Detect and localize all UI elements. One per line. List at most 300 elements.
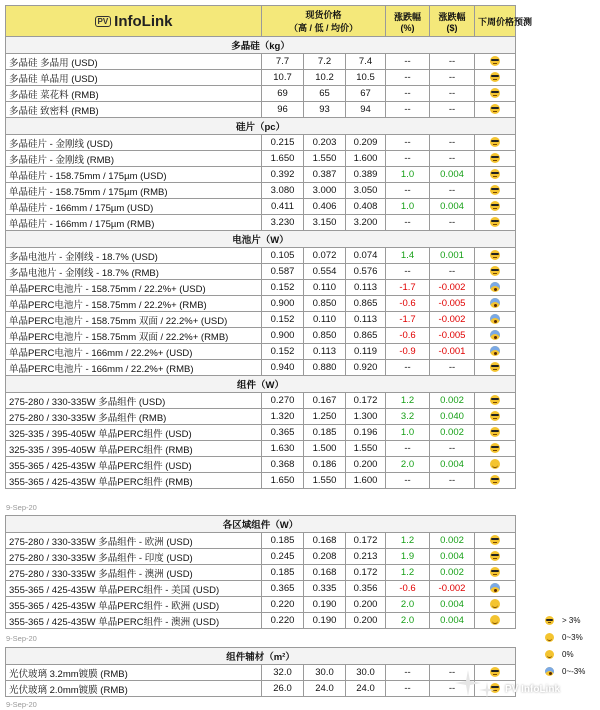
- change-pct: 1.2: [386, 533, 430, 549]
- cool-face-icon: [490, 153, 500, 163]
- change-pct: --: [386, 183, 430, 199]
- product-name: 光伏玻璃 3.2mm镀膜 (RMB): [6, 665, 262, 681]
- price-low: 65: [304, 86, 346, 102]
- section-title: 组件（W）: [6, 376, 516, 393]
- forecast-cell: [475, 473, 516, 489]
- date-label: 9-Sep-20: [6, 700, 37, 709]
- sparkle-icon: [479, 682, 495, 698]
- logo: [95, 13, 173, 30]
- change-abs: --: [430, 151, 475, 167]
- change-pct: --: [386, 681, 430, 697]
- price-avg: 3.050: [346, 183, 386, 199]
- price-avg: 1.600: [346, 473, 386, 489]
- watermark: [455, 660, 600, 710]
- price-high: 0.368: [262, 457, 304, 473]
- header-table: [5, 5, 533, 37]
- change-pct: --: [386, 86, 430, 102]
- price-avg: 0.920: [346, 360, 386, 376]
- change-abs: -0.002: [430, 581, 475, 597]
- smile-face-icon: [490, 599, 500, 609]
- change-pct: 3.2: [386, 409, 430, 425]
- product-name: 单晶PERC电池片 - 166mm / 22.2%+ (RMB): [6, 360, 262, 376]
- price-low: 0.168: [304, 533, 346, 549]
- price-low: 1.550: [304, 151, 346, 167]
- product-name: 275-280 / 330-335W 多晶组件 (RMB): [6, 409, 262, 425]
- price-low: 0.850: [304, 328, 346, 344]
- change-pct: -0.6: [386, 328, 430, 344]
- change-abs: 0.004: [430, 613, 475, 629]
- product-name: 275-280 / 330-335W 多晶组件 - 欧洲 (USD): [6, 533, 262, 549]
- product-name: 355-365 / 425-435W 单晶PERC组件 (RMB): [6, 473, 262, 489]
- price-low: 0.185: [304, 425, 346, 441]
- cool-face-icon: [490, 266, 500, 276]
- price-avg: 0.865: [346, 328, 386, 344]
- price-high: 1.320: [262, 409, 304, 425]
- price-low: 0.110: [304, 312, 346, 328]
- scream-face-icon: [490, 583, 500, 593]
- price-high: 10.7: [262, 70, 304, 86]
- scream-face-icon: [490, 346, 500, 356]
- scream-face-icon: [490, 330, 500, 340]
- scream-face-icon: [490, 314, 500, 324]
- smile-face-icon: [490, 615, 500, 625]
- sparkle-icon: [455, 670, 481, 696]
- price-avg: 0.074: [346, 248, 386, 264]
- cool-face-icon: [490, 185, 500, 195]
- price-high: 1.650: [262, 473, 304, 489]
- product-name: 多晶硅 多晶用 (USD): [6, 54, 262, 70]
- product-name: 单晶PERC电池片 - 166mm / 22.2%+ (USD): [6, 344, 262, 360]
- change-abs: --: [430, 70, 475, 86]
- change-pct-header-line2: (%): [400, 22, 415, 33]
- cool-face-icon: [490, 137, 500, 147]
- cool-face-icon: [490, 395, 500, 405]
- product-name: 光伏玻璃 2.0mm镀膜 (RMB): [6, 681, 262, 697]
- section-row: [6, 516, 516, 533]
- price-high: 0.411: [262, 199, 304, 215]
- product-name: 单晶硅片 - 166mm / 175µm (RMB): [6, 215, 262, 231]
- product-name: 355-365 / 425-435W 单晶PERC组件 - 美国 (USD): [6, 581, 262, 597]
- cool-face-icon: [490, 56, 500, 66]
- table-row: [6, 441, 516, 457]
- date-label: 9-Sep-20: [6, 503, 37, 512]
- price-high: 69: [262, 86, 304, 102]
- change-abs: --: [430, 102, 475, 118]
- product-name: 355-365 / 425-435W 单晶PERC组件 - 澳洲 (USD): [6, 613, 262, 629]
- price-high: 96: [262, 102, 304, 118]
- section-title: 硅片（pc）: [6, 118, 516, 135]
- price-header: [262, 6, 386, 37]
- price-high: 0.185: [262, 533, 304, 549]
- change-abs: --: [430, 665, 475, 681]
- product-name: 单晶硅片 - 158.75mm / 175µm (USD): [6, 167, 262, 183]
- price-low: 7.2: [304, 54, 346, 70]
- price-high: 0.587: [262, 264, 304, 280]
- table-row: [6, 167, 516, 183]
- price-low: 0.167: [304, 393, 346, 409]
- table-row: [6, 296, 516, 312]
- table-row: [6, 328, 516, 344]
- change-pct: 2.0: [386, 457, 430, 473]
- change-abs: --: [430, 215, 475, 231]
- forecast-cell: [475, 70, 516, 86]
- change-pct: 1.9: [386, 549, 430, 565]
- product-name: 多晶电池片 - 金刚线 - 18.7% (RMB): [6, 264, 262, 280]
- change-abs-header-line1: 涨跌幅: [438, 11, 466, 22]
- section-title: 各区域组件（W）: [6, 516, 516, 533]
- change-pct: 1.0: [386, 425, 430, 441]
- price-high: 0.270: [262, 393, 304, 409]
- neutral-face-icon: [545, 650, 554, 659]
- price-high: 32.0: [262, 665, 304, 681]
- product-name: 355-365 / 425-435W 单晶PERC组件 (USD): [6, 457, 262, 473]
- change-abs: --: [430, 360, 475, 376]
- table-row: [6, 280, 516, 296]
- change-abs-header-line2: ($): [446, 22, 458, 33]
- price-low: 1.500: [304, 441, 346, 457]
- price-avg: 0.113: [346, 312, 386, 328]
- forecast-cell: [475, 360, 516, 376]
- forecast-cell: [475, 613, 516, 629]
- price-high: 0.105: [262, 248, 304, 264]
- forecast-cell: [475, 425, 516, 441]
- price-low: 0.880: [304, 360, 346, 376]
- table-row: [6, 86, 516, 102]
- table-row: [6, 533, 516, 549]
- change-abs: --: [430, 54, 475, 70]
- change-pct: 2.0: [386, 613, 430, 629]
- price-low: 0.208: [304, 549, 346, 565]
- price-high: 0.215: [262, 135, 304, 151]
- table-row: [6, 425, 516, 441]
- forecast-cell: [475, 54, 516, 70]
- forecast-cell: [475, 167, 516, 183]
- price-high: 7.7: [262, 54, 304, 70]
- change-pct: -0.6: [386, 296, 430, 312]
- table-row: [6, 597, 516, 613]
- price-table-materials: [5, 647, 516, 697]
- table-row: [6, 151, 516, 167]
- forecast-cell: [475, 280, 516, 296]
- change-abs: 0.004: [430, 597, 475, 613]
- section-title: 电池片（W）: [6, 231, 516, 248]
- section-title: 组件辅材（m²）: [6, 648, 516, 665]
- price-high: 0.220: [262, 613, 304, 629]
- header-row: [6, 6, 516, 37]
- price-avg: 3.200: [346, 215, 386, 231]
- legend-item: [545, 650, 574, 659]
- table-row: [6, 457, 516, 473]
- price-avg: 0.209: [346, 135, 386, 151]
- price-avg: 0.356: [346, 581, 386, 597]
- section-row: [6, 37, 516, 54]
- change-abs: 0.002: [430, 533, 475, 549]
- price-avg: 0.172: [346, 565, 386, 581]
- table-row: [6, 549, 516, 565]
- cool-face-icon: [490, 567, 500, 577]
- price-high: 0.152: [262, 344, 304, 360]
- price-avg: 1.300: [346, 409, 386, 425]
- change-abs: 0.004: [430, 199, 475, 215]
- cool-face-icon: [490, 443, 500, 453]
- price-high: 0.900: [262, 296, 304, 312]
- price-avg: 7.4: [346, 54, 386, 70]
- scream-face-icon: [490, 298, 500, 308]
- price-low: 3.150: [304, 215, 346, 231]
- forecast-cell: [475, 248, 516, 264]
- product-name: 多晶硅 菜花料 (RMB): [6, 86, 262, 102]
- price-low: 0.190: [304, 597, 346, 613]
- change-abs: --: [430, 264, 475, 280]
- section-row: [6, 376, 516, 393]
- product-name: 325-335 / 395-405W 单晶PERC组件 (USD): [6, 425, 262, 441]
- change-pct: --: [386, 151, 430, 167]
- product-name: 单晶PERC电池片 - 158.75mm 双面 / 22.2%+ (RMB): [6, 328, 262, 344]
- price-avg: 1.600: [346, 151, 386, 167]
- change-pct: --: [386, 441, 430, 457]
- product-name: 多晶电池片 - 金刚线 - 18.7% (USD): [6, 248, 262, 264]
- forecast-cell: [475, 441, 516, 457]
- price-high: 1.630: [262, 441, 304, 457]
- price-high: 1.650: [262, 151, 304, 167]
- change-pct: --: [386, 70, 430, 86]
- legend-label: 0~-3%: [562, 667, 586, 676]
- change-pct: -1.7: [386, 280, 430, 296]
- table-row: [6, 473, 516, 489]
- change-abs: 0.004: [430, 167, 475, 183]
- price-avg: 1.550: [346, 441, 386, 457]
- forecast-cell: [475, 344, 516, 360]
- table-row: [6, 248, 516, 264]
- table-row: [6, 54, 516, 70]
- change-abs: --: [430, 473, 475, 489]
- forecast-cell: [475, 565, 516, 581]
- price-avg: 67: [346, 86, 386, 102]
- change-pct: -1.7: [386, 312, 430, 328]
- cool-face-icon: [490, 250, 500, 260]
- product-name: 单晶硅片 - 158.75mm / 175µm (RMB): [6, 183, 262, 199]
- table-row: [6, 215, 516, 231]
- change-pct: -0.9: [386, 344, 430, 360]
- table-row: [6, 70, 516, 86]
- price-avg: 0.172: [346, 393, 386, 409]
- price-avg: 0.113: [346, 280, 386, 296]
- table-row: [6, 102, 516, 118]
- price-low: 0.850: [304, 296, 346, 312]
- change-abs: 0.001: [430, 248, 475, 264]
- price-low: 0.335: [304, 581, 346, 597]
- table-row: [6, 199, 516, 215]
- change-abs: --: [430, 441, 475, 457]
- product-name: 多晶硅 致密料 (RMB): [6, 102, 262, 118]
- price-avg: 0.865: [346, 296, 386, 312]
- change-pct: 1.2: [386, 565, 430, 581]
- change-pct: --: [386, 135, 430, 151]
- change-abs: --: [430, 135, 475, 151]
- change-abs: --: [430, 86, 475, 102]
- price-high: 0.152: [262, 280, 304, 296]
- change-pct: -0.6: [386, 581, 430, 597]
- price-low: 0.406: [304, 199, 346, 215]
- price-table-main: [5, 36, 516, 489]
- change-abs: -0.001: [430, 344, 475, 360]
- forecast-cell: [475, 135, 516, 151]
- change-pct: --: [386, 473, 430, 489]
- forecast-cell: [475, 151, 516, 167]
- product-name: 275-280 / 330-335W 多晶组件 (USD): [6, 393, 262, 409]
- forecast-cell: [475, 102, 516, 118]
- cool-face-icon: [545, 616, 554, 625]
- price-high: 26.0: [262, 681, 304, 697]
- price-header-line2: （高 / 低 / 均价）: [289, 23, 359, 33]
- price-high: 0.185: [262, 565, 304, 581]
- price-low: 3.000: [304, 183, 346, 199]
- price-high: 3.230: [262, 215, 304, 231]
- forecast-cell: [475, 597, 516, 613]
- section-row: [6, 648, 516, 665]
- change-pct: --: [386, 360, 430, 376]
- price-avg: 24.0: [346, 681, 386, 697]
- change-abs: 0.004: [430, 549, 475, 565]
- price-low: 0.113: [304, 344, 346, 360]
- price-low: 24.0: [304, 681, 346, 697]
- table-row: [6, 581, 516, 597]
- cool-face-icon: [490, 535, 500, 545]
- change-abs: -0.005: [430, 296, 475, 312]
- table-row: [6, 565, 516, 581]
- change-pct-header: [386, 6, 430, 37]
- price-avg: 0.408: [346, 199, 386, 215]
- price-low: 93: [304, 102, 346, 118]
- table-row: [6, 264, 516, 280]
- cool-face-icon: [490, 201, 500, 211]
- legend-label: 0~3%: [562, 633, 583, 642]
- price-avg: 0.172: [346, 533, 386, 549]
- price-low: 10.2: [304, 70, 346, 86]
- date-label: 9-Sep-20: [6, 634, 37, 643]
- price-low: 0.203: [304, 135, 346, 151]
- table-row: [6, 135, 516, 151]
- product-name: 单晶PERC电池片 - 158.75mm / 22.2%+ (RMB): [6, 296, 262, 312]
- cool-face-icon: [490, 217, 500, 227]
- change-abs: -0.002: [430, 312, 475, 328]
- cool-face-icon: [490, 551, 500, 561]
- cool-face-icon: [490, 475, 500, 485]
- forecast-cell: [475, 312, 516, 328]
- price-high: 0.152: [262, 312, 304, 328]
- forecast-cell: [475, 581, 516, 597]
- forecast-header: 下周价格预测: [475, 6, 516, 37]
- table-row: [6, 613, 516, 629]
- price-high: 3.080: [262, 183, 304, 199]
- forecast-cell: [475, 86, 516, 102]
- change-abs: 0.004: [430, 457, 475, 473]
- section-row: [6, 118, 516, 135]
- price-high: 0.245: [262, 549, 304, 565]
- price-avg: 0.119: [346, 344, 386, 360]
- legend-item: [545, 633, 583, 642]
- change-abs: -0.005: [430, 328, 475, 344]
- change-abs: 0.002: [430, 393, 475, 409]
- table-row: [6, 681, 516, 697]
- section-title: 多晶硅（kg）: [6, 37, 516, 54]
- price-low: 0.190: [304, 613, 346, 629]
- change-abs: --: [430, 183, 475, 199]
- price-avg: 94: [346, 102, 386, 118]
- change-pct: 1.4: [386, 248, 430, 264]
- product-name: 275-280 / 330-335W 多晶组件 - 印度 (USD): [6, 549, 262, 565]
- legend-label: 0%: [562, 650, 574, 659]
- product-name: 单晶PERC电池片 - 158.75mm 双面 / 22.2%+ (USD): [6, 312, 262, 328]
- price-avg: 0.200: [346, 457, 386, 473]
- forecast-cell: [475, 215, 516, 231]
- cool-face-icon: [490, 88, 500, 98]
- forecast-cell: [475, 409, 516, 425]
- cool-face-icon: [490, 104, 500, 114]
- change-abs-header: [430, 6, 475, 37]
- price-table-regional: [5, 515, 516, 629]
- table-row: [6, 665, 516, 681]
- price-avg: 0.200: [346, 613, 386, 629]
- section-row: [6, 231, 516, 248]
- table-row: [6, 312, 516, 328]
- change-abs: --: [430, 681, 475, 697]
- price-avg: 0.200: [346, 597, 386, 613]
- price-low: 1.550: [304, 473, 346, 489]
- forecast-cell: [475, 183, 516, 199]
- price-low: 0.072: [304, 248, 346, 264]
- legend-item: [545, 616, 580, 625]
- change-pct: 2.0: [386, 597, 430, 613]
- product-name: 多晶硅片 - 金刚线 (USD): [6, 135, 262, 151]
- change-pct: --: [386, 102, 430, 118]
- price-high: 0.220: [262, 597, 304, 613]
- pv-badge-icon: PV: [95, 16, 112, 27]
- forecast-cell: [475, 296, 516, 312]
- price-avg: 0.576: [346, 264, 386, 280]
- price-high: 0.900: [262, 328, 304, 344]
- change-abs: 0.040: [430, 409, 475, 425]
- price-low: 30.0: [304, 665, 346, 681]
- product-name: 单晶PERC电池片 - 158.75mm / 22.2%+ (USD): [6, 280, 262, 296]
- table-row: [6, 409, 516, 425]
- logo-text: InfoLink: [114, 12, 173, 30]
- product-name: 单晶硅片 - 166mm / 175µm (USD): [6, 199, 262, 215]
- price-low: 0.168: [304, 565, 346, 581]
- price-low: 0.110: [304, 280, 346, 296]
- price-low: 0.387: [304, 167, 346, 183]
- cool-face-icon: [490, 72, 500, 82]
- scream-face-icon: [490, 282, 500, 292]
- cool-face-icon: [490, 411, 500, 421]
- price-high: 0.365: [262, 581, 304, 597]
- price-avg: 30.0: [346, 665, 386, 681]
- price-avg: 0.213: [346, 549, 386, 565]
- forecast-cell: [475, 264, 516, 280]
- forecast-cell: [475, 199, 516, 215]
- forecast-cell: [475, 328, 516, 344]
- price-avg: 10.5: [346, 70, 386, 86]
- change-pct: 1.2: [386, 393, 430, 409]
- product-name: 多晶硅片 - 金刚线 (RMB): [6, 151, 262, 167]
- change-pct-header-line1: 涨跌幅: [394, 11, 422, 22]
- table-row: [6, 183, 516, 199]
- product-name: 多晶硅 单晶用 (USD): [6, 70, 262, 86]
- legend-label: > 3%: [562, 616, 581, 625]
- table-row: [6, 360, 516, 376]
- product-name: 325-335 / 395-405W 单晶PERC组件 (RMB): [6, 441, 262, 457]
- price-high: 0.392: [262, 167, 304, 183]
